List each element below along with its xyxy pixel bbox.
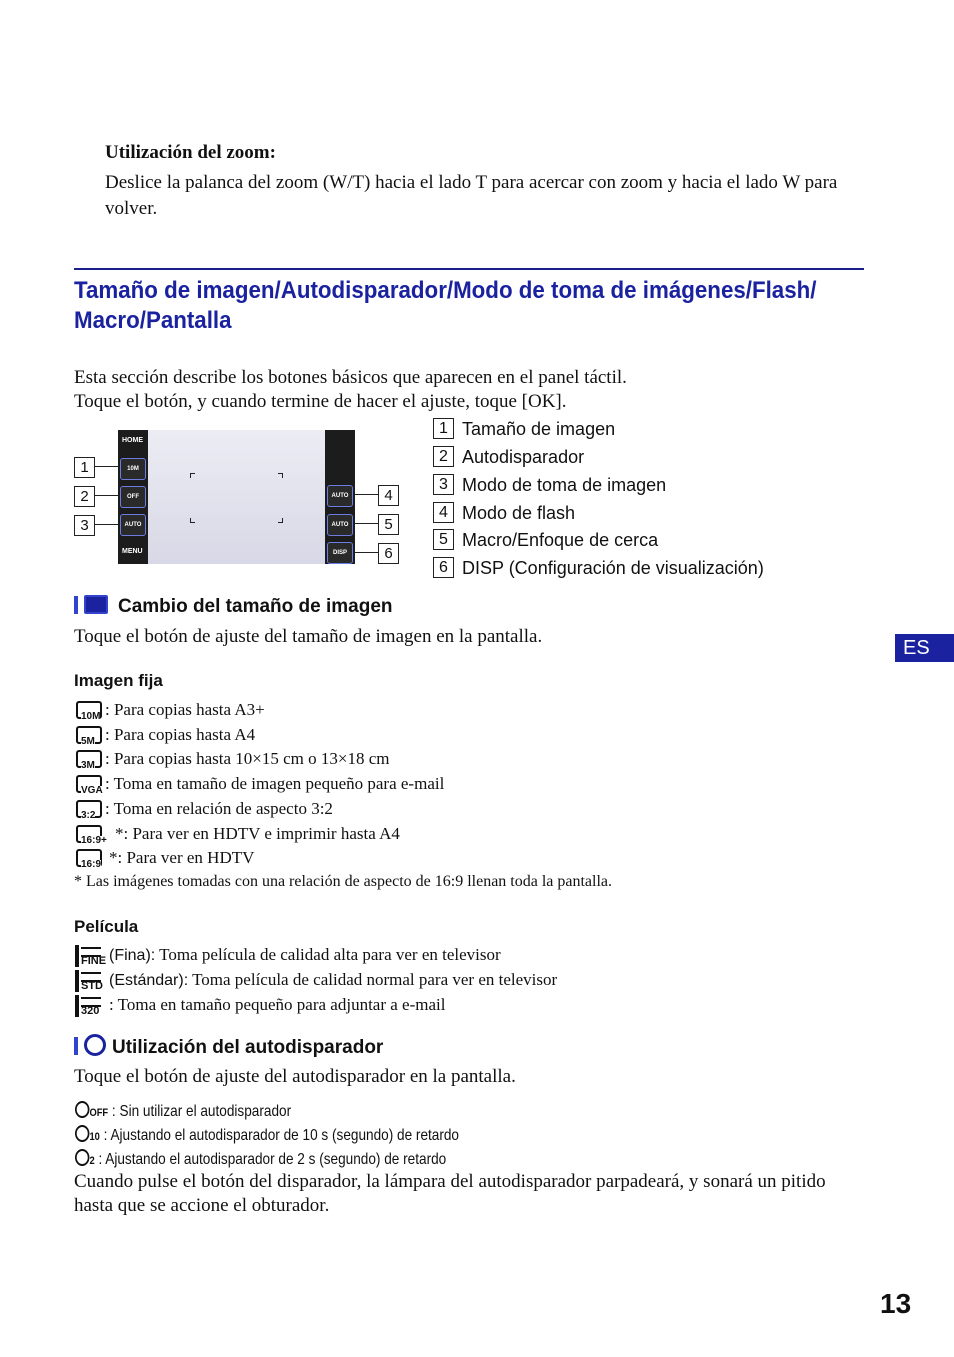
callout-line — [94, 495, 118, 496]
section-bar — [74, 1037, 78, 1055]
image-size-16-9-plus-icon: 16:9+ — [75, 824, 115, 846]
af-frame-corner — [278, 473, 283, 478]
legend-number: 6 — [433, 557, 454, 578]
self-timer-icon — [84, 1034, 106, 1056]
still-size-row: 16:9 *: Para ver en HDTV — [75, 846, 254, 870]
section-bar — [74, 596, 78, 614]
section-image-size-text: Toque el botón de ajuste del tamaño de imagen en la pantalla. — [74, 626, 543, 647]
callout-1: 1 — [74, 457, 95, 478]
menu-button: MENU — [122, 548, 143, 555]
legend-text: Modo de flash — [462, 503, 576, 523]
still-size-row: 16:9+ *: Para ver en HDTV e imprimir hasta A4 — [75, 822, 400, 846]
intro — [74, 366, 627, 414]
heading-rule — [74, 268, 864, 270]
movie-title: Película — [74, 917, 139, 936]
callout-3: 3 — [74, 515, 95, 536]
legend-item — [433, 446, 584, 468]
legend-item — [433, 502, 575, 524]
page-heading: Tamaño de imagen/Autodisparador/Modo de toma de imágenes/Flash/ Macro/Pantalla — [74, 277, 817, 334]
still-image-title: Imagen fija — [74, 671, 163, 690]
self-timer-footer: Cuando pulse el botón del disparador, la lámpara del autodisparador parpadeará, y sonará un pitido hasta que se accione el obturador. — [74, 1171, 826, 1216]
image-size-5m-icon: 5M — [75, 725, 105, 747]
home-button: HOME — [122, 437, 143, 444]
still-size-row: 10M : Para copias hasta A3+ — [75, 698, 265, 722]
zoom-text: Deslice la palanca del zoom (W/T) hacia el lado T para acercar con zoom y hacia el lado W para volver. — [105, 172, 838, 219]
callout-line — [94, 524, 118, 525]
callout-line — [355, 552, 378, 553]
callout-line — [355, 523, 378, 524]
timer-off-icon — [75, 1101, 89, 1118]
screen-left-panel — [118, 430, 148, 564]
timer-row: 2 : Ajustando el autodisparador de 2 s (segundo) de retardo — [75, 1149, 446, 1169]
legend-number: 4 — [433, 502, 454, 523]
still-size-row: 3M : Para copias hasta 10×15 cm o 13×18 cm — [75, 747, 390, 771]
legend-text: Autodisparador — [462, 447, 585, 467]
macro-button: AUTO — [327, 514, 353, 536]
legend-item — [433, 418, 615, 440]
image-size-vga-icon: VGA — [75, 774, 105, 796]
legend-text: DISP (Configuración de visualización) — [462, 558, 764, 578]
section-title-text: Utilización del autodisparador — [112, 1037, 384, 1058]
aspect-ratio-note: * Las imágenes tomadas con una relación de aspecto de 16:9 llenan toda la pantalla. — [74, 873, 613, 890]
callout-6: 6 — [378, 543, 399, 564]
legend-number: 1 — [433, 418, 454, 439]
legend-text: Macro/Enfoque de cerca — [462, 530, 659, 550]
flash-button: AUTO — [327, 485, 353, 507]
language-tab — [895, 634, 954, 662]
image-size-3-2-icon: 3:2 — [75, 799, 105, 821]
section-image-size-title — [74, 595, 393, 618]
legend-number: 3 — [433, 474, 454, 495]
section-self-timer-title — [74, 1034, 383, 1059]
image-size-16-9-icon: 16:9 — [75, 848, 109, 870]
af-frame-corner — [190, 473, 195, 478]
self-timer-button: OFF — [120, 486, 146, 508]
image-size-10m-icon: 10M — [75, 700, 105, 722]
callout-4: 4 — [378, 485, 399, 506]
screen-right-panel — [325, 430, 355, 564]
legend-text: Tamaño de imagen — [462, 419, 616, 439]
legend-number: 5 — [433, 529, 454, 550]
callout-line — [94, 466, 118, 467]
image-size-3m-icon: 3M — [75, 749, 105, 771]
callout-line — [355, 494, 378, 495]
movie-size-row: 320 : Toma en tamaño pequeño para adjuntar a e-mail — [75, 993, 445, 1017]
legend-item — [433, 474, 666, 496]
zoom-title: Utilización del zoom: — [105, 142, 276, 163]
screen-viewfinder — [148, 430, 325, 564]
still-size-row: 5M : Para copias hasta A4 — [75, 723, 255, 747]
image-size-button: 10M — [120, 458, 146, 480]
section-self-timer-text: Toque el botón de ajuste del autodisparador en la pantalla. — [74, 1066, 516, 1087]
timer-10-icon — [75, 1125, 89, 1142]
callout-2: 2 — [74, 486, 95, 507]
timer-row: 10 : Ajustando el autodisparador de 10 s (segundo) de retardo — [75, 1125, 459, 1145]
still-size-row: VGA : Toma en tamaño de imagen pequeño para e-mail — [75, 772, 444, 796]
legend-item — [433, 557, 764, 579]
shooting-mode-button: AUTO — [120, 514, 146, 536]
af-frame-corner — [190, 518, 195, 523]
af-frame-corner — [278, 518, 283, 523]
section-title-text: Cambio del tamaño de imagen — [118, 596, 393, 617]
movie-size-row: STD (Estándar): Toma película de calidad normal para ver en televisor — [75, 968, 557, 992]
camera-screen — [118, 430, 355, 564]
intro-line-1: Esta sección describe los botones básicos que aparecen en el panel táctil. — [74, 367, 627, 388]
intro-line-2: Toque el botón, y cuando termine de hacer el ajuste, toque [OK]. — [74, 391, 567, 412]
legend-number: 2 — [433, 446, 454, 467]
page-number: 13 — [880, 1288, 912, 1319]
still-size-row: 3:2 : Toma en relación de aspecto 3:2 — [75, 797, 333, 821]
timer-2-icon — [75, 1149, 89, 1166]
legend-item — [433, 529, 658, 551]
image-size-icon — [84, 595, 108, 614]
movie-size-row: FINE (Fina): Toma película de calidad alta para ver en televisor — [75, 943, 501, 967]
callout-5: 5 — [378, 514, 399, 535]
movie-fine-icon: FINE — [75, 945, 109, 967]
timer-row: OFF : Sin utilizar el autodisparador — [75, 1101, 291, 1121]
movie-std-icon: STD — [75, 970, 109, 992]
language-tab-label: ES — [903, 637, 930, 659]
legend-text: Modo de toma de imagen — [462, 475, 667, 495]
movie-320-icon: 320 — [75, 995, 109, 1017]
disp-button: DISP — [327, 542, 353, 564]
